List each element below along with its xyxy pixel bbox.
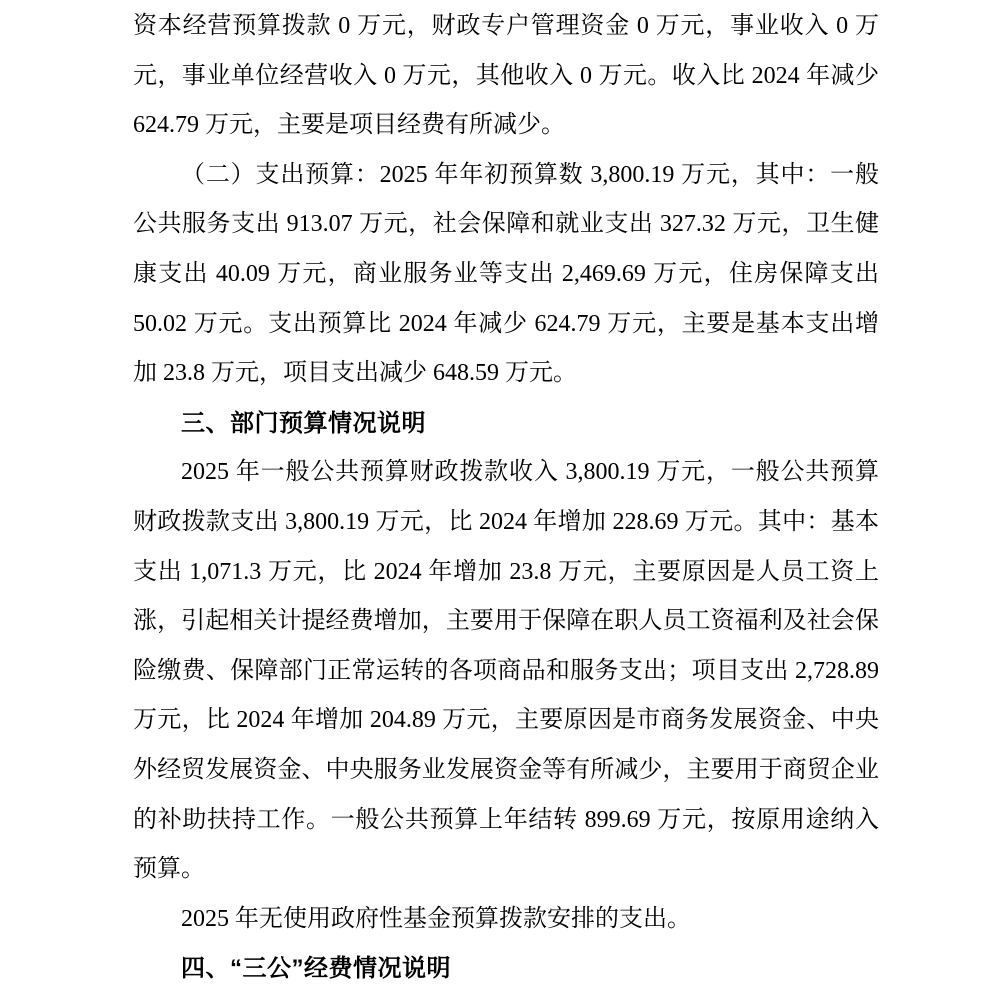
paragraph-expenditure-budget: （二）支出预算：2025 年年初预算数 3,800.19 万元，其中：一般公共服务支出 913.07 万元，社会保障和就业支出 327.32 万元，卫生健康支出 40.09 万元，商业服务业等支出 2,469.69 万元，住房保障支出 50.02 万元。支出预算比 2024 年减少 624.79 万元，主要是基本支出增加 23.8 万元，项目支出减少 648.59 万元。: [133, 161, 879, 387]
heading-section-four-three-public-expenses: 四、“三公”经费情况说明: [181, 955, 451, 983]
heading-section-three-department-budget: 三、部门预算情况说明: [181, 409, 426, 437]
paragraph-income-budget-continuation: 资本经营预算拨款 0 万元，财政专户管理资金 0 万元，事业收入 0 万元，事业单位经营收入 0 万元，其他收入 0 万元。收入比 2024 年减少 624.79 万元，主要是项目经费有所减少。: [133, 13, 879, 139]
paragraph-government-fund-statement: 2025 年无使用政府性基金预算拨款安排的支出。: [181, 905, 691, 932]
paragraph-general-public-budget-details: 2025 年一般公共预算财政拨款收入 3,800.19 万元，一般公共预算财政拨款支出 3,800.19 万元，比 2024 年增加 228.69 万元。其中：基本支出 1,071.3 万元，比 2024 年增加 23.8 万元，主要原因是人员工资上涨，引起相关计提经费增加，主要用于保障在职人员工资福利及社会保险缴费、保障部门正常运转的各项商品和服务支出；项目支出 2,728.89 万元，比 2024 年增加 204.89 万元，主要原因是市商务发展资金、中央外经贸发展资金、中央服务业发展资金等有所减少，主要用于商贸企业的补助扶持工作。一般公共预算上年结转 899.69 万元，按原用途纳入预算。: [133, 459, 879, 883]
